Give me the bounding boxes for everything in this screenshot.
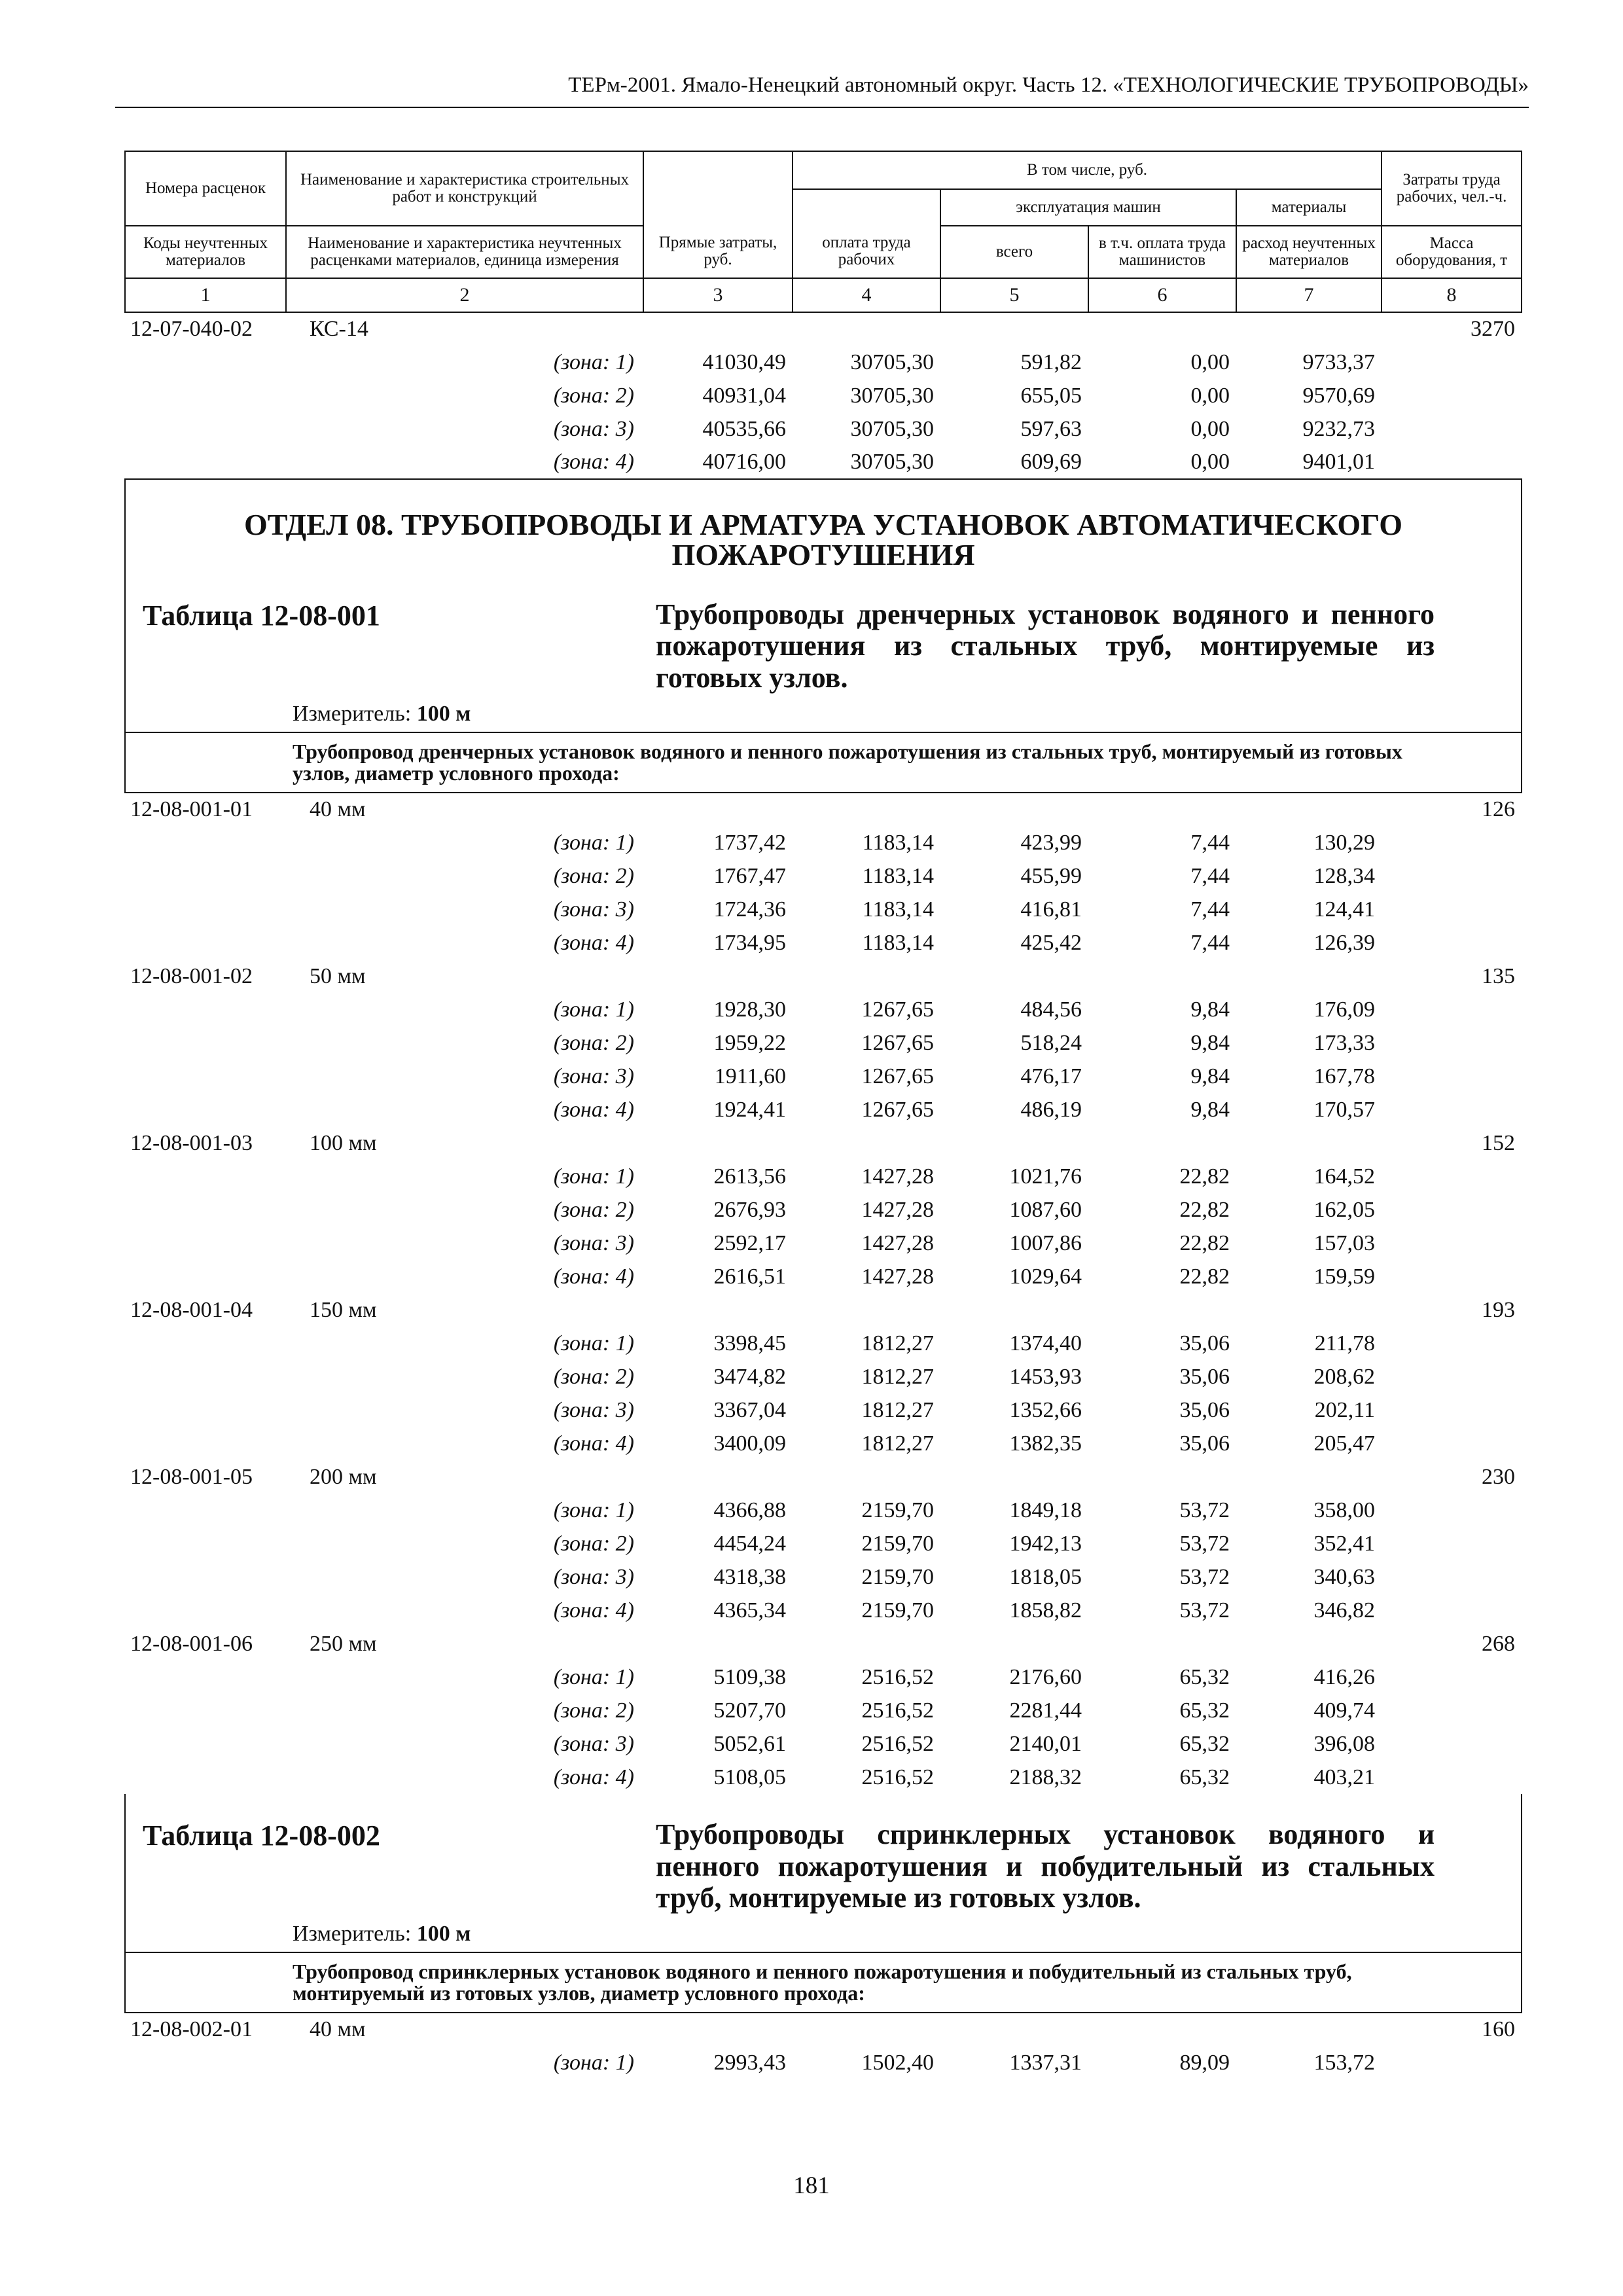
materials: 159,59 [1313, 1264, 1376, 1289]
direct-cost: 40535,66 [702, 416, 786, 441]
direct-cost: 2592,17 [713, 1230, 786, 1255]
materials: 340,63 [1313, 1564, 1376, 1589]
group-caption: Трубопровод спринклерных установок водяного и пенного пожаротушения и побудительный из стальных труб, монтируемый из готовых узлов, диаметр условного прохода: [125, 1952, 1522, 2013]
zone-label: (зона: 2) [553, 1030, 634, 1055]
zone-row [125, 379, 1522, 412]
operators-wages: 35,06 [1179, 1364, 1230, 1389]
materials: 162,05 [1313, 1197, 1376, 1222]
operators-wages: 22,82 [1179, 1164, 1230, 1189]
materials: 416,26 [1313, 1664, 1376, 1689]
rate-name: 150 мм [310, 1297, 377, 1322]
zone-label: (зона: 4) [553, 930, 634, 955]
direct-cost: 40931,04 [702, 383, 786, 408]
direct-cost: 3398,45 [713, 1331, 786, 1355]
zone-label: (зона: 3) [553, 1397, 634, 1422]
zone-row [125, 1260, 1522, 1293]
zone-label: (зона: 4) [553, 1431, 634, 1456]
header-col8-bottom: Масса оборудования, т [1382, 226, 1522, 278]
materials: 176,09 [1313, 997, 1376, 1022]
materials: 173,33 [1313, 1030, 1376, 1055]
zone-row [125, 1560, 1522, 1594]
materials: 128,34 [1313, 863, 1376, 888]
rate-row [125, 2013, 1522, 2046]
zone-label: (зона: 1) [553, 1498, 634, 1522]
zone-row [125, 1660, 1522, 1694]
wages: 2159,70 [861, 1598, 934, 1623]
machines-total: 1007,86 [1009, 1230, 1082, 1255]
wages: 1183,14 [862, 863, 934, 888]
zone-row [125, 1026, 1522, 1060]
machines-total: 1849,18 [1009, 1498, 1082, 1522]
machines-total: 2140,01 [1009, 1731, 1082, 1756]
machines-total: 425,42 [1020, 930, 1082, 955]
rate-code: 12-07-040-02 [130, 317, 253, 341]
wages: 1812,27 [861, 1397, 934, 1422]
section-title: ОТДЕЛ 08. ТРУБОПРОВОДЫ И АРМАТУРА УСТАНОВОК АВТОМАТИЧЕСКОГО ПОЖАРОТУШЕНИЯ [243, 508, 1403, 571]
machines-total: 591,82 [1020, 350, 1082, 374]
zone-row [125, 1360, 1522, 1393]
zone-label: (зона: 2) [553, 1197, 634, 1222]
column-number: 3 [643, 278, 793, 312]
materials: 211,78 [1314, 1331, 1376, 1355]
operators-wages: 35,06 [1179, 1331, 1230, 1355]
header-col2-top: Наименование и характеристика строительных работ и конструкций [286, 151, 643, 226]
wages: 1427,28 [861, 1197, 934, 1222]
header-col7: расход неучтенных материалов [1236, 226, 1382, 278]
direct-cost: 4454,24 [713, 1531, 786, 1556]
zone-row [125, 926, 1522, 960]
machines-total: 423,99 [1020, 830, 1082, 855]
zone-row [125, 446, 1522, 479]
direct-cost: 2616,51 [713, 1264, 786, 1289]
wages: 1502,40 [861, 2050, 934, 2075]
materials: 9733,37 [1302, 350, 1376, 374]
table-title: Трубопроводы дренчерных установок водяного и пенного пожаротушения из стальных труб, монтируемые из готовых узлов. [656, 598, 1435, 694]
header-incl: В том числе, руб. [793, 151, 1382, 189]
direct-cost: 2676,93 [713, 1197, 786, 1222]
rate-code: 12-08-001-05 [130, 1464, 253, 1489]
labor-cost: 135 [1482, 963, 1516, 988]
wages: 1427,28 [861, 1264, 934, 1289]
operators-wages: 7,44 [1190, 863, 1230, 888]
zone-label: (зона: 3) [553, 897, 634, 922]
table-label: Таблица 12-08-002 [143, 1820, 380, 1852]
materials: 9232,73 [1302, 416, 1376, 441]
section-heading [125, 479, 1522, 793]
zone-label: (зона: 1) [553, 830, 634, 855]
operators-wages: 9,84 [1190, 997, 1230, 1022]
rate-row [125, 1293, 1522, 1327]
machines-total: 518,24 [1020, 1030, 1082, 1055]
direct-cost: 3474,82 [713, 1364, 786, 1389]
column-number: 5 [940, 278, 1088, 312]
machines-total: 2188,32 [1009, 1765, 1082, 1789]
zone-row [125, 993, 1522, 1026]
page-number: 181 [793, 2172, 830, 2199]
machines-total: 597,63 [1020, 416, 1082, 441]
zone-label: (зона: 2) [553, 863, 634, 888]
operators-wages: 53,72 [1179, 1598, 1230, 1623]
operators-wages: 89,09 [1179, 2050, 1230, 2075]
machines-total: 455,99 [1020, 863, 1082, 888]
direct-cost: 1724,36 [713, 897, 786, 922]
operators-wages: 0,00 [1190, 350, 1230, 374]
column-number: 2 [286, 278, 643, 312]
zone-row [125, 826, 1522, 859]
materials: 124,41 [1313, 897, 1376, 922]
zone-row [125, 1494, 1522, 1527]
zone-label: (зона: 2) [553, 383, 634, 408]
direct-cost: 1734,95 [713, 930, 786, 955]
wages: 2159,70 [861, 1564, 934, 1589]
rate-code: 12-08-001-06 [130, 1631, 253, 1656]
materials: 164,52 [1313, 1164, 1376, 1189]
operators-wages: 0,00 [1190, 383, 1230, 408]
materials: 9570,69 [1302, 383, 1376, 408]
materials: 167,78 [1313, 1064, 1376, 1088]
operators-wages: 65,32 [1179, 1765, 1230, 1789]
materials: 130,29 [1313, 830, 1376, 855]
materials: 205,47 [1313, 1431, 1376, 1456]
rate-code: 12-08-001-02 [130, 963, 253, 988]
wages: 2516,52 [861, 1731, 934, 1756]
zone-label: (зона: 1) [553, 1664, 634, 1689]
materials: 208,62 [1313, 1364, 1376, 1389]
rate-code: 12-08-001-01 [130, 797, 253, 822]
operators-wages: 35,06 [1179, 1397, 1230, 1422]
rate-row [125, 1126, 1522, 1160]
zone-row [125, 1060, 1522, 1093]
zone-label: (зона: 1) [553, 1164, 634, 1189]
header-materials: материалы [1236, 189, 1382, 226]
direct-cost: 4366,88 [713, 1498, 786, 1522]
zone-row [125, 1327, 1522, 1360]
labor-cost: 3270 [1471, 317, 1516, 341]
materials: 396,08 [1313, 1731, 1376, 1756]
header-col5: всего [940, 226, 1088, 278]
wages: 1267,65 [861, 1030, 934, 1055]
zone-row [125, 859, 1522, 893]
machines-total: 1087,60 [1009, 1197, 1082, 1222]
machines-total: 1382,35 [1009, 1431, 1082, 1456]
wages: 1812,27 [861, 1364, 934, 1389]
machines-total: 655,05 [1020, 383, 1082, 408]
zone-row [125, 1093, 1522, 1126]
zone-label: (зона: 4) [553, 1765, 634, 1789]
zone-label: (зона: 1) [553, 350, 634, 374]
rates-table [124, 151, 1522, 2079]
header-col4: оплата труда рабочих [793, 189, 940, 278]
labor-cost: 230 [1482, 1464, 1516, 1489]
zone-label: (зона: 4) [553, 1598, 634, 1623]
labor-cost: 152 [1482, 1130, 1516, 1155]
wages: 1267,65 [861, 1064, 934, 1088]
zone-label: (зона: 3) [553, 1731, 634, 1756]
labor-cost: 268 [1482, 1631, 1516, 1656]
header-col1-top: Номера расценок [125, 151, 286, 226]
zone-row [125, 346, 1522, 379]
wages: 1183,14 [862, 930, 934, 955]
table-title: Трубопроводы спринклерных установок водяного и пенного пожаротушения и побудительный из стальных труб, монтируемые из готовых узлов. [656, 1818, 1435, 1914]
wages: 1183,14 [862, 897, 934, 922]
column-number: 7 [1236, 278, 1382, 312]
direct-cost: 41030,49 [702, 350, 786, 374]
table-header [125, 151, 1522, 312]
zone-row [125, 1227, 1522, 1260]
header-col1-bottom: Коды неучтенных материалов [125, 226, 286, 278]
operators-wages: 7,44 [1190, 897, 1230, 922]
wages: 2516,52 [861, 1664, 934, 1689]
rate-name: КС-14 [310, 317, 368, 341]
zone-label: (зона: 1) [553, 2050, 634, 2075]
direct-cost: 3400,09 [713, 1431, 786, 1456]
zone-label: (зона: 3) [553, 1564, 634, 1589]
machines-total: 1858,82 [1009, 1598, 1082, 1623]
machines-total: 1029,64 [1009, 1264, 1082, 1289]
zone-label: (зона: 2) [553, 1364, 634, 1389]
rate-name: 200 мм [310, 1464, 377, 1489]
materials: 157,03 [1313, 1230, 1376, 1255]
operators-wages: 7,44 [1190, 830, 1230, 855]
rate-row [125, 960, 1522, 993]
wages: 1267,65 [861, 1097, 934, 1122]
machines-total: 2176,60 [1009, 1664, 1082, 1689]
zone-row [125, 1694, 1522, 1727]
machines-total: 484,56 [1020, 997, 1082, 1022]
direct-cost: 4318,38 [713, 1564, 786, 1589]
operators-wages: 22,82 [1179, 1230, 1230, 1255]
machines-total: 609,69 [1020, 450, 1082, 474]
operators-wages: 35,06 [1179, 1431, 1230, 1456]
group-caption: Трубопровод дренчерных установок водяного и пенного пожаротушения из стальных труб, монтируемый из готовых узлов, диаметр условного прохода: [125, 732, 1522, 793]
wages: 1812,27 [861, 1431, 934, 1456]
wages: 1812,27 [861, 1331, 934, 1355]
column-number: 4 [793, 278, 940, 312]
machines-total: 2281,44 [1009, 1698, 1082, 1723]
machines-total: 1374,40 [1009, 1331, 1082, 1355]
header-machines: эксплуатация машин [940, 189, 1236, 226]
direct-cost: 5108,05 [713, 1765, 786, 1789]
materials: 9401,01 [1302, 450, 1376, 474]
zone-label: (зона: 3) [553, 416, 634, 441]
direct-cost: 5109,38 [713, 1664, 786, 1689]
zone-row [125, 1527, 1522, 1560]
labor-cost: 160 [1482, 2017, 1516, 2042]
direct-cost: 5207,70 [713, 1698, 786, 1723]
rate-name: 40 мм [310, 2017, 366, 2042]
operators-wages: 65,32 [1179, 1664, 1230, 1689]
operators-wages: 22,82 [1179, 1197, 1230, 1222]
rate-name: 250 мм [310, 1631, 377, 1656]
zone-row [125, 1427, 1522, 1460]
zone-row [125, 1594, 1522, 1627]
wages: 1183,14 [862, 830, 934, 855]
direct-cost: 2993,43 [713, 2050, 786, 2075]
table-label: Таблица 12-08-001 [143, 600, 380, 632]
operators-wages: 0,00 [1190, 450, 1230, 474]
direct-cost: 5052,61 [713, 1731, 786, 1756]
direct-cost: 1911,60 [714, 1064, 786, 1088]
wages: 1427,28 [861, 1230, 934, 1255]
wages: 2516,52 [861, 1698, 934, 1723]
operators-wages: 9,84 [1190, 1030, 1230, 1055]
machines-total: 1352,66 [1009, 1397, 1082, 1422]
header-col6: в т.ч. оплата труда машинистов [1088, 226, 1236, 278]
direct-cost: 2613,56 [713, 1164, 786, 1189]
machines-total: 1453,93 [1009, 1364, 1082, 1389]
materials: 352,41 [1313, 1531, 1376, 1556]
column-number: 6 [1088, 278, 1236, 312]
wages: 30705,30 [850, 350, 934, 374]
operators-wages: 53,72 [1179, 1498, 1230, 1522]
zone-label: (зона: 2) [553, 1698, 634, 1723]
rate-code: 12-08-002-01 [130, 2017, 253, 2042]
labor-cost: 126 [1482, 797, 1516, 822]
column-number: 8 [1382, 278, 1522, 312]
running-header: ТЕРм-2001. Ямало-Ненецкий автономный округ. Часть 12. «ТЕХНОЛОГИЧЕСКИЕ ТРУБОПРОВОДЫ» [115, 73, 1529, 108]
zone-label: (зона: 4) [553, 1097, 634, 1122]
direct-cost: 1959,22 [713, 1030, 786, 1055]
column-number: 1 [125, 278, 286, 312]
materials: 358,00 [1313, 1498, 1376, 1522]
table2-rates [125, 2013, 1522, 2079]
rate-row [125, 1460, 1522, 1494]
rate-name: 50 мм [310, 963, 366, 988]
column-numbers-row [125, 278, 1522, 312]
zone-label: (зона: 1) [553, 997, 634, 1022]
machines-total: 1942,13 [1009, 1531, 1082, 1556]
rate-name: 40 мм [310, 797, 366, 822]
zone-row [125, 1727, 1522, 1761]
direct-cost: 1737,42 [713, 830, 786, 855]
direct-cost: 1767,47 [713, 863, 786, 888]
direct-cost: 1924,41 [713, 1097, 786, 1122]
zone-row [125, 1761, 1522, 1794]
table2-heading [125, 1794, 1522, 2013]
rate-row [125, 312, 1522, 346]
unit-line: Измеритель: 100 м [293, 702, 471, 726]
machines-total: 1021,76 [1009, 1164, 1082, 1189]
machines-total: 1337,31 [1009, 2050, 1082, 2075]
materials: 170,57 [1313, 1097, 1376, 1122]
zone-label: (зона: 4) [553, 1264, 634, 1289]
header-col8-top: Затраты труда рабочих, чел.-ч. [1382, 151, 1522, 226]
direct-cost: 40716,00 [702, 450, 786, 474]
rate-row [125, 1627, 1522, 1660]
zone-label: (зона: 1) [553, 1331, 634, 1355]
wages: 2159,70 [861, 1498, 934, 1522]
wages: 2516,52 [861, 1765, 934, 1789]
wages: 30705,30 [850, 450, 934, 474]
zone-row [125, 1393, 1522, 1427]
rate-row [125, 793, 1522, 826]
operators-wages: 53,72 [1179, 1531, 1230, 1556]
zone-label: (зона: 3) [553, 1230, 634, 1255]
machines-total: 1818,05 [1009, 1564, 1082, 1589]
zone-row [125, 412, 1522, 446]
operators-wages: 65,32 [1179, 1698, 1230, 1723]
zone-row [125, 2046, 1522, 2079]
wages: 30705,30 [850, 416, 934, 441]
operators-wages: 9,84 [1190, 1064, 1230, 1088]
zone-label: (зона: 2) [553, 1531, 634, 1556]
materials: 202,11 [1314, 1397, 1376, 1422]
direct-cost: 4365,34 [713, 1598, 786, 1623]
zone-row [125, 1160, 1522, 1193]
machines-total: 416,81 [1020, 897, 1082, 922]
header-col2-bottom: Наименование и характеристика неучтенных расценками материалов, единица измерения [286, 226, 643, 278]
unit-line: Измеритель: 100 м [293, 1922, 471, 1946]
operators-wages: 65,32 [1179, 1731, 1230, 1756]
wages: 1427,28 [861, 1164, 934, 1189]
wages: 30705,30 [850, 383, 934, 408]
zone-label: (зона: 4) [553, 450, 634, 474]
wages: 1267,65 [861, 997, 934, 1022]
operators-wages: 9,84 [1190, 1097, 1230, 1122]
zone-row [125, 1193, 1522, 1227]
rate-code: 12-08-001-04 [130, 1297, 253, 1322]
zone-row [125, 893, 1522, 926]
direct-cost: 3367,04 [713, 1397, 786, 1422]
operators-wages: 0,00 [1190, 416, 1230, 441]
materials: 409,74 [1313, 1698, 1376, 1723]
materials: 153,72 [1313, 2050, 1376, 2075]
rate-code: 12-08-001-03 [130, 1130, 253, 1155]
materials: 346,82 [1313, 1598, 1376, 1623]
operators-wages: 7,44 [1190, 930, 1230, 955]
operators-wages: 22,82 [1179, 1264, 1230, 1289]
wages: 2159,70 [861, 1531, 934, 1556]
header-col3: Прямые затраты, руб. [643, 151, 793, 278]
rate-name: 100 мм [310, 1130, 377, 1155]
labor-cost: 193 [1482, 1297, 1516, 1322]
zone-label: (зона: 3) [553, 1064, 634, 1088]
table1-rates [125, 793, 1522, 1794]
carry-over-rates [125, 312, 1522, 479]
machines-total: 486,19 [1020, 1097, 1082, 1122]
operators-wages: 53,72 [1179, 1564, 1230, 1589]
machines-total: 476,17 [1020, 1064, 1082, 1088]
materials: 403,21 [1313, 1765, 1376, 1789]
materials: 126,39 [1313, 930, 1376, 955]
direct-cost: 1928,30 [713, 997, 786, 1022]
